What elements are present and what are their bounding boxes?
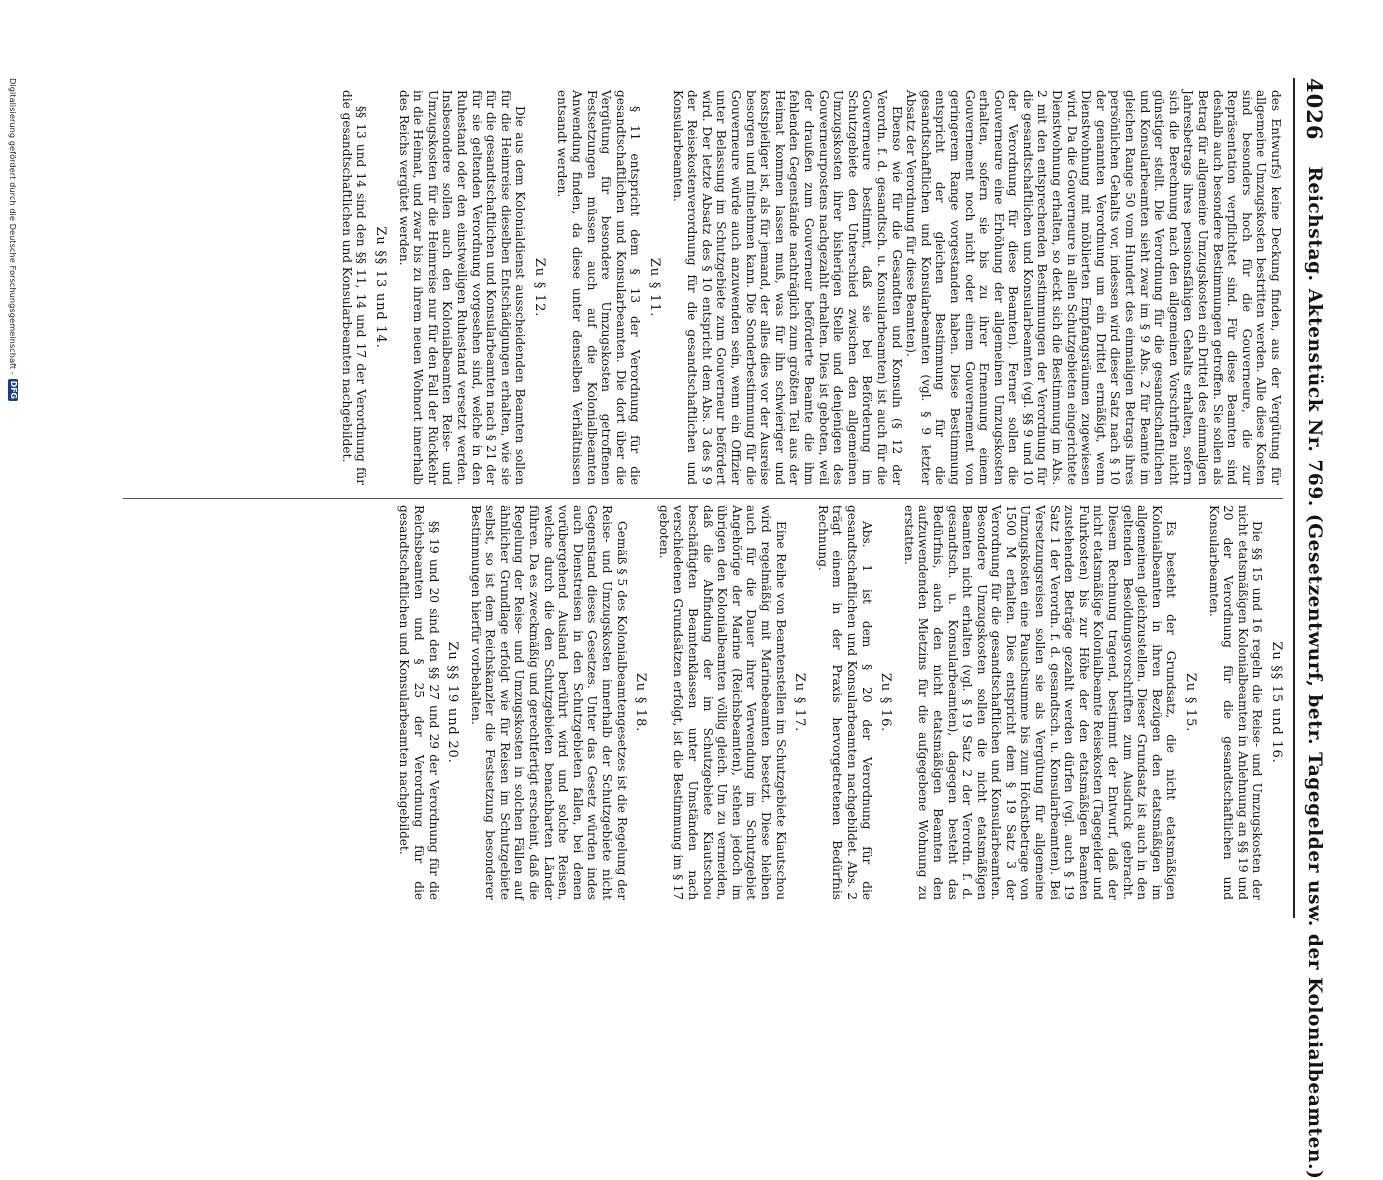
section-heading: Zu § 12. [531,257,547,318]
paragraph: Ebenso wie für die Gesandten und Konsuln (§ 12 der Verordn. f. d. gesandtsch. u. Konsularbeamten) ist auch für die Gouverneure bestimmt, daß sie bei Beförderung im Schutzgebiete den Unterschied zwischen den allgemeinen Umzugskosten ihrer bisherigen Stelle und denjenigen des Gouverneurpostens nachgezahlt erhalten. Dies ist geboten, weil der draußen zum Gouverneur beförderte Beamte die ihm fehlenden Gegenstände nachträglich zum größten Teil aus der Heimat kommen lassen muß, was für ihn schwieriger und kostspieliger ist, als für jemand, der alles dies vor der Ausreise besorgen und mitnehmen kann. Die Sonderbestimmung für die Gouverneure würde auch anzuwenden sein, wenn ein Offizier unter Belassung im Schutzgebiete zum Gouverneur befördert wird. Der letzte Absatz des § 10 entspricht dem Abs. 3 des § 9 der Reisekostenverordnung für die gesandtschaftlichen und Konsularbeamten. [670,90,904,485]
page-header [1293,78,1335,1180]
paragraph: Gemäß § 5 des Kolonialbeamtengesetzes ist die Regelung der Reise- und Umzugskosten innerhalb der Schutzgebiete nicht Gegenstand dieses Gesetzes. Unter das Gesetz würden indes auch Dienstreisen in den Schutzgebieten fallen, bei denen vorübergehend Ausland berührt wird und solche Reisen, welche durch die den Schutzgebieten benachbarten Länder führen. Da es zweckmäßig und gerechtfertigt erscheint, daß die Regelung der Reise- und Umzugskosten in solchen Fällen auf ähnlicher Grundlage erfolgt wie für Reisen im Schutzgebiete selbst, so ist dem Reichskanzler die Festsetzung besonderer Bestimmungen hierfür vorbehalten. [468,505,629,900]
paragraph: §§ 13 und 14 sind den §§ 11, 14 und 17 der Verordnung für die gesandtschaftlichen und Konsularbeamten nachgebildet. [339,90,369,485]
section-heading: Zu § 17. [792,672,808,733]
paragraph: §§ 19 und 20 sind den §§ 27 und 29 der Verordnung für die Reichsbeamten und § 25 der Verordnung für die gesandtschaftlichen und Konsularbeamten nachgebildet. [397,505,441,900]
paragraph: des Entwurfs) keine Deckung finden, aus der Vergütung für allgemeine Umzugskosten bestritten werden. Alle diese Kosten sind besonders hoch für die Gouverneure, die zur Repräsentation verpflichtet sind. Für diese Beamten sind deshalb auch besondere Bestimmungen getroffen. Sie sollen als Betrag für allgemeine Umzugskosten ein Drittel des einmaligen Jahresbetrags ihres pensionsfähigen Gehalts erhalten, sofern sich die Berechnung nach den allgemeinen Vorschriften nicht günstiger stellt. Die Verordnung für die gesandtschaftlichen und Konsularbeamten sieht zwar im § 9 Abs. 2 für Beamte im gleichen Range 50 vom Hundert des einmaligen Betrags ihres persönlichen Gehalts vor, indessen wird dieser Satz nach § 10 der genannten Verordnung um ein Drittel ermäßigt, wenn Dienstwohnung mit möblierten Empfangsräumen zugewiesen wird. Da die Gouverneure in allen Schutzgebieten eingerichtete Dienstwohnung erhalten, so deckt sich die Bestimmung im Abs. 2 mit den entsprechenden Bestimmungen der Verordnung für die gesandtschaftlichen und Konsularbeamten (vgl. §§ 9 und 10 der Verordnung für diese Beamten). Ferner sollen die Gouverneure eine Erhöhung der allgemeinen Umzugskosten erhalten, sofern sie bis zu ihrer Ernennung einem Gouvernement noch nicht oder einem Gouvernement von geringerem Range vorgestanden haben. Diese Bestimmung entspricht der gleichen Bestimmung für die gesandtschaftlichen und Konsularbeamten (vgl. § 9 letzter Absatz der Verordnung für diese Beamten). [904,90,1283,485]
section-heading: Zu §§ 15 und 16. [1269,641,1284,764]
section-heading: Zu §§ 13 und 14. [372,226,388,349]
page-number: 4026 [1302,78,1328,141]
left-column [339,90,1283,485]
section-heading: Zu § 18. [633,672,649,733]
digitization-footer [3,78,23,958]
footer-text: Digitalisierung gefördert durch die Deutsche Forschungsgemeinschaft - [8,78,18,375]
section-heading: Zu § 16. [878,672,894,733]
page-title: Reichstag. Aktenstück Nr. 769. (Gesetzentwurf, betr. Tagegelder usw. der Kolonialbeamten.) [1304,166,1326,1180]
section-heading: Zu §§ 19 und 20. [445,641,461,764]
paragraph: Abs. 1 ist dem § 20 der Verordnung für die gesandtschaftlichen und Konsularbeamten nachgebildet. Abs. 2 trägt einem in der Praxis hervorgetretenen Bedürfnis Rechnung. [815,505,874,900]
section-heading: Zu § 15. [1183,672,1199,733]
paragraph: Die aus dem Kolonialdienst ausscheidenden Beamten sollen für die Heimreise dieselben Entschädigungen erhalten, wie sie für die gesandtschaftlichen und Konsularbeamten nach § 21 der für sie geltenden Verordnung vorgesehen sind, welche in den Ruhestand oder den einstweiligen Ruhestand versetzt werden. Insbesondere sollen auch den Kolonialbeamten Reise- und Umzugskosten für die Heimreise nur für den Fall der Rückkehr in die Heimat, und zwar bis zu ihrem neuen Wohnort innerhalb des Reichs vergütet werden. [396,90,528,485]
dfg-logo: DFG [9,380,18,399]
right-column [397,505,1283,900]
column-divider [123,498,1283,499]
paragraph: Die §§ 15 und 16 regeln die Reise- und Umzugskosten der nicht etatsmäßigen Kolonialbeamten in Anlehnung an §§ 19 und 20 der Verordnung für die gesandtschaftlichen und Konsularbeamten. [1206,505,1265,900]
paragraph: Eine Reihe von Beamtenstellen im Schutzgebiete Kiautschou wird regelmäßig mit Marinebeamten besetzt. Diese bleiben auch für die Dauer ihrer Verwendung im Schutzgebiet Angehörige der Marine (Reichsbeamten), stehen jedoch im übrigen den Kolonialbeamten völlig gleich. Um zu vermeiden, daß die Abfindung der im Schutzgebiete Kiautschou beschäftigten Beamtenklassen unter Umständen nach verschiedenen Grundsätzen erfolgt, ist die Bestimmung im § 17 geboten. [656,505,788,900]
paragraph: Es besteht der Grundsatz, die nicht etatsmäßigen Kolonialbeamten in ihren Bezügen den etatsmäßigen im allgemeinen gleichzustellen. Dieser Grundsatz ist auch in den geltenden Besoldungsvorschriften zum Ausdruck gebracht. Diesem Rechnung tragend, bestimmt der Entwurf, daß der nicht etatsmäßige Kolonialbeamte Reisekosten (Tagegelder und Fuhrkosten) bis zur Höhe der den etatsmäßigen Beamten zustehenden Beträge gezahlt werden dürfen (vgl. auch § 19 Satz 1 der Verordn. f. d. gesandtsch. u. Konsularbeamten). Bei Versetzungsreisen sollen sie als Vergütung für allgemeine Umzugskosten eine Pauschsumme bis zum Höchstbetrage von 1500 M erhalten. Dies entspricht dem § 19 Satz 3 der Verordnung für die gesandtschaftlichen und Konsularbeamten. Besondere Umzugskosten sollen die nicht etatsmäßigen Beamten nicht erhalten (vgl. § 19 Satz 2 der Verordn. f. d. gesandtsch. u. Konsularbeamten), dagegen besteht das Bedürfnis, auch den nicht etatsmäßigen Beamten den aufzuwendenden Mietzins für die aufgegebene Wohnung zu erstatten. [901,505,1179,900]
paragraph: § 11 entspricht dem § 13 der Verordnung für die gesandtschaftlichen und Konsularbeamten. Die dort über die Vergütung für besondere Umzugskosten getroffenen Festsetzungen müssen auch auf die Kolonialbeamten Anwendung finden, da diese unter denselben Verhältnissen entsandt werden. [555,90,643,485]
section-heading: Zu § 11. [647,257,663,318]
